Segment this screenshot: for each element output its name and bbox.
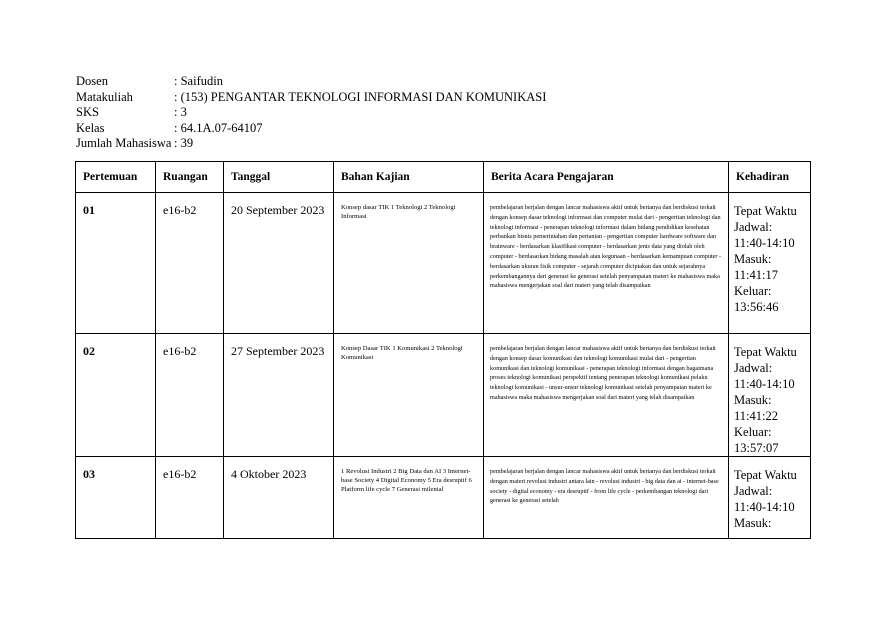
berita-acara-cell: pembelajaran berjalan dengan lancar mahasiswa aktif untuk bertanya dan berdiskusi terkait dengan konsep dasar komunikasi dan teknologi komunikasi mulai dari - pengertian komunikasi dan teknologi komunikasi - penerapan teknologi informasi dengan bagaimana proses teknologi komunikasi perspektif tentang penerapan teknologi komunikasi pelaku teknologi komunikasi - unsur-unsur teknologi komunikasi setelah penyampaian materi ke mahasiswa maka mahasiswa mengerjakan soal dari materi yang telah disampaikan bbox=[484, 334, 729, 457]
table-row bbox=[76, 334, 811, 457]
kehadiran-jadwal-label: Jadwal: bbox=[734, 361, 773, 375]
kelas-value: : 64.1A.07-64107 bbox=[174, 120, 263, 135]
kehadiran-jadwal-value: 11:40-14:10 bbox=[734, 377, 795, 391]
col-header-ruangan: Ruangan bbox=[156, 162, 224, 193]
pertemuan-cell: 03 bbox=[76, 457, 156, 539]
ruangan-cell: e16-b2 bbox=[156, 457, 224, 539]
ruangan-cell: e16-b2 bbox=[156, 193, 224, 334]
bahan-kajian-cell: Konsep dasar TIK 1 Teknologi 2 Teknologi Informasi bbox=[334, 193, 484, 334]
col-header-berita-acara: Berita Acara Pengajaran bbox=[484, 162, 729, 193]
matakuliah-label: Matakuliah bbox=[76, 89, 133, 104]
header-row-jumlah bbox=[76, 136, 546, 152]
table-header-row bbox=[76, 162, 811, 193]
col-header-pertemuan: Pertemuan bbox=[76, 162, 156, 193]
bahan-kajian-cell: 1 Revolusi Industri 2 Big Data dan AI 3 Internet-base Society 4 Digital Economy 5 Era desruptif 6 Platform life cycle 7 Generasi milenial bbox=[334, 457, 484, 539]
kehadiran-keluar-value: 13:57:07 bbox=[734, 441, 779, 455]
attendance-table bbox=[75, 161, 811, 539]
table-row bbox=[76, 457, 811, 539]
dosen-label: Dosen bbox=[76, 74, 108, 88]
col-header-kehadiran: Kehadiran bbox=[729, 162, 811, 193]
bahan-kajian-cell: Konsep Dasar TIK 1 Komunikasi 2 Teknologi Komunikasi bbox=[334, 334, 484, 457]
header-row-dosen bbox=[76, 74, 546, 90]
kehadiran-keluar-label: Keluar: bbox=[734, 284, 772, 298]
tanggal-cell: 20 September 2023 bbox=[224, 193, 334, 334]
kehadiran-cell bbox=[729, 193, 811, 334]
kehadiran-masuk-value: 11:41:22 bbox=[734, 409, 778, 423]
berita-acara-cell: pembelajaran berjalan dengan lancar mahasiswa aktif untuk bertanya dan berdiskusi terkait dengan konsep dasar teknologi informasi dan computer mulai dari - pengertian teknologi dan teknologi informasi - penerapan teknologi informasi dalam bidang pendidikan kesehatan perbankan bisnis pemerintahan dan pertanian - pengertian computer hardware software dan brainware - berdasarkan klasifikasi computer - berdasarkan jenis data yang diolah oleh computer - berdasarkan bidang masalah atau kegunaan - berdasarkan kemampuan computer - berdasarkan ukuran fisik computer - sejarah computer diciptakan dan untuk sejarahnya perkembangannya dari generasi ke generasi setelah penyampaian materi ke mahasiswa maka mahasiswa mengerjakan soal dari materi yang telah disampaikan bbox=[484, 193, 729, 334]
kehadiran-status: Tepat Waktu bbox=[734, 468, 797, 482]
jumlah-label: Jumlah Mahasiswa bbox=[76, 136, 172, 150]
kehadiran-masuk-label: Masuk: bbox=[734, 252, 772, 266]
kehadiran-keluar-label: Keluar: bbox=[734, 425, 772, 439]
kehadiran-keluar-value: 13:56:46 bbox=[734, 300, 779, 314]
tanggal-cell: 4 Oktober 2023 bbox=[224, 457, 334, 539]
kehadiran-cell bbox=[729, 334, 811, 457]
kehadiran-masuk-label: Masuk: bbox=[734, 393, 772, 407]
header-row-sks bbox=[76, 105, 546, 121]
sks-value: : 3 bbox=[174, 105, 187, 119]
kehadiran-masuk-value: 11:41:17 bbox=[734, 268, 778, 282]
dosen-value: : Saifudin bbox=[174, 74, 223, 88]
col-header-bahan-kajian: Bahan Kajian bbox=[334, 162, 484, 193]
kehadiran-status: Tepat Waktu bbox=[734, 204, 797, 218]
kehadiran-masuk-label: Masuk: bbox=[734, 516, 772, 530]
kehadiran-cell bbox=[729, 457, 811, 539]
jumlah-value: : 39 bbox=[174, 136, 194, 150]
course-header bbox=[76, 74, 546, 152]
kehadiran-jadwal-value: 11:40-14:10 bbox=[734, 500, 795, 514]
kelas-label: Kelas bbox=[76, 120, 105, 135]
tanggal-cell: 27 September 2023 bbox=[224, 334, 334, 457]
kehadiran-jadwal-label: Jadwal: bbox=[734, 220, 773, 234]
pertemuan-cell: 02 bbox=[76, 334, 156, 457]
kehadiran-status: Tepat Waktu bbox=[734, 345, 797, 359]
pertemuan-cell: 01 bbox=[76, 193, 156, 334]
sks-label: SKS bbox=[76, 105, 99, 119]
header-row-kelas bbox=[76, 121, 546, 137]
col-header-tanggal: Tanggal bbox=[224, 162, 334, 193]
header-row-matakuliah bbox=[76, 90, 546, 106]
table-row bbox=[76, 193, 811, 334]
berita-acara-cell: pembelajaran berjalan dengan lancar mahasiswa aktif untuk bertanya dan berdiskusi terkait dengan materi revolusi industri antara lain - revolusi industri - big data dan ai - internet-base society - digital economy - era desruptif - from life cycle - perkembangan teknologi dari generasi ke generasi setelah bbox=[484, 457, 729, 539]
ruangan-cell: e16-b2 bbox=[156, 334, 224, 457]
matakuliah-value: : (153) PENGANTAR TEKNOLOGI INFORMASI DAN KOMUNIKASI bbox=[174, 89, 547, 104]
kehadiran-jadwal-value: 11:40-14:10 bbox=[734, 236, 795, 250]
kehadiran-jadwal-label: Jadwal: bbox=[734, 484, 773, 498]
